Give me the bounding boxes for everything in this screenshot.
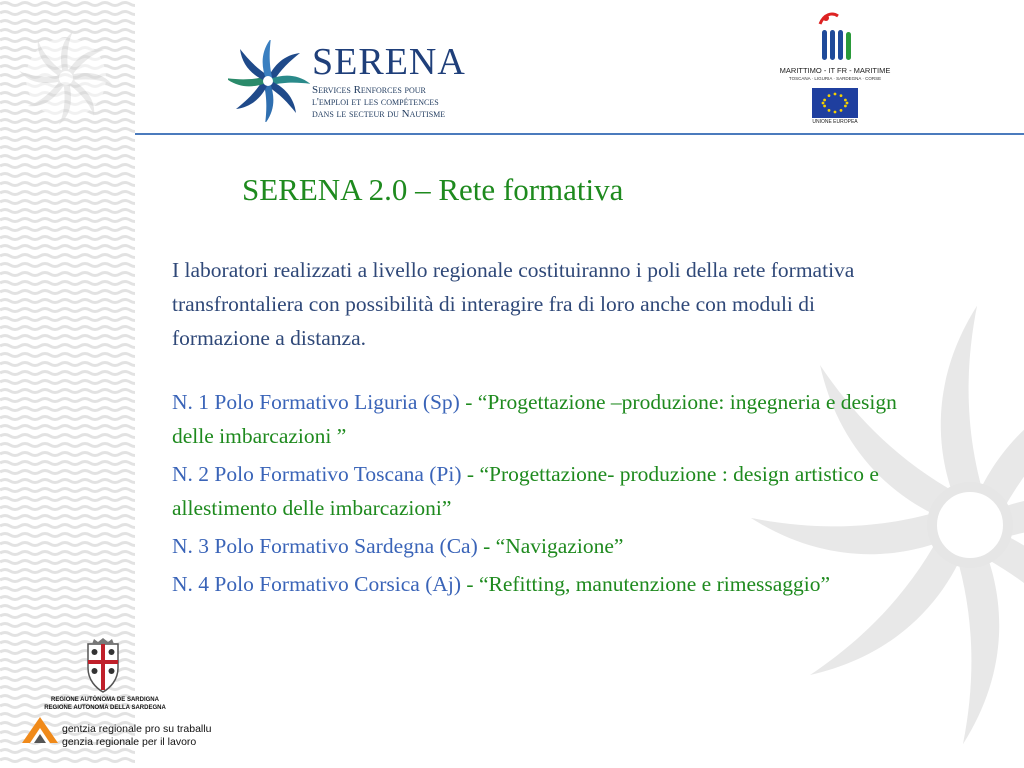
list-item [172,457,912,525]
polo-name: N. 1 Polo Formativo Liguria (Sp) [172,390,460,414]
polo-separator: - [461,462,480,486]
region-name-italian: REGIONE AUTONOMA DELLA SARDEGNA [44,705,166,711]
agency-name-italian: genzia regionale per il lavoro [62,736,197,748]
poli-list [172,385,912,605]
eu-caption: UNIONE EUROPEA [812,119,858,125]
polo-name: N. 3 Polo Formativo Sardegna (Ca) [172,534,478,558]
triangle-logo-icon [20,715,60,745]
polo-course: “Navigazione” [495,534,624,558]
polo-name: N. 4 Polo Formativo Corsica (Aj) [172,572,462,596]
polo-course: “Progettazione –produzione: ingegneria e design delle imbarcazioni ” [172,390,897,448]
polo-separator: - [459,390,478,414]
list-item [172,567,912,601]
polo-course: “Refitting, manutenzione e rimessaggio” [478,572,831,596]
serena-subtitle-line: l'emploi et les compétences [312,96,439,108]
list-item [172,529,912,563]
agency-name-sardinian: gentzia regionale pro su traballu [62,723,212,735]
serena-subtitle-line: dans le secteur du Nautisme [312,108,446,120]
polo-course: “Progettazione- produzione : design artistico e allestimento delle imbarcazioni” [172,462,879,520]
polo-separator: - [461,572,479,596]
region-name-sardinian: REGIONE AUTÒNOMA DE SARDIGNA [51,697,159,703]
polo-name: N. 2 Polo Formativo Toscana (Pi) [172,462,462,486]
polo-separator: - [477,534,496,558]
programme-regions: TOSCANA · LIGURIA · SARDEGNA · CORSE [788,76,882,81]
serena-wordmark: SERENA [312,41,466,83]
swirl-logo-icon [228,40,310,122]
eu-flag-icon [812,88,858,118]
serena-subtitle [312,84,512,120]
header-divider [135,133,1024,135]
four-moors-crest-icon [80,638,126,694]
list-item [172,385,912,453]
serena-subtitle-line: Services Renforces pour [312,84,426,96]
programme-name: MARITTIMO - IT FR - MARITIME [779,66,891,75]
intro-paragraph: I laboratori realizzati a livello regionale costituiranno i poli della rete formativa transfrontaliera con possibilità di interagire fra di loro anche con moduli di formazione a distanza. [172,258,855,350]
slide-title: SERENA 2.0 – Rete formativa [242,172,624,207]
